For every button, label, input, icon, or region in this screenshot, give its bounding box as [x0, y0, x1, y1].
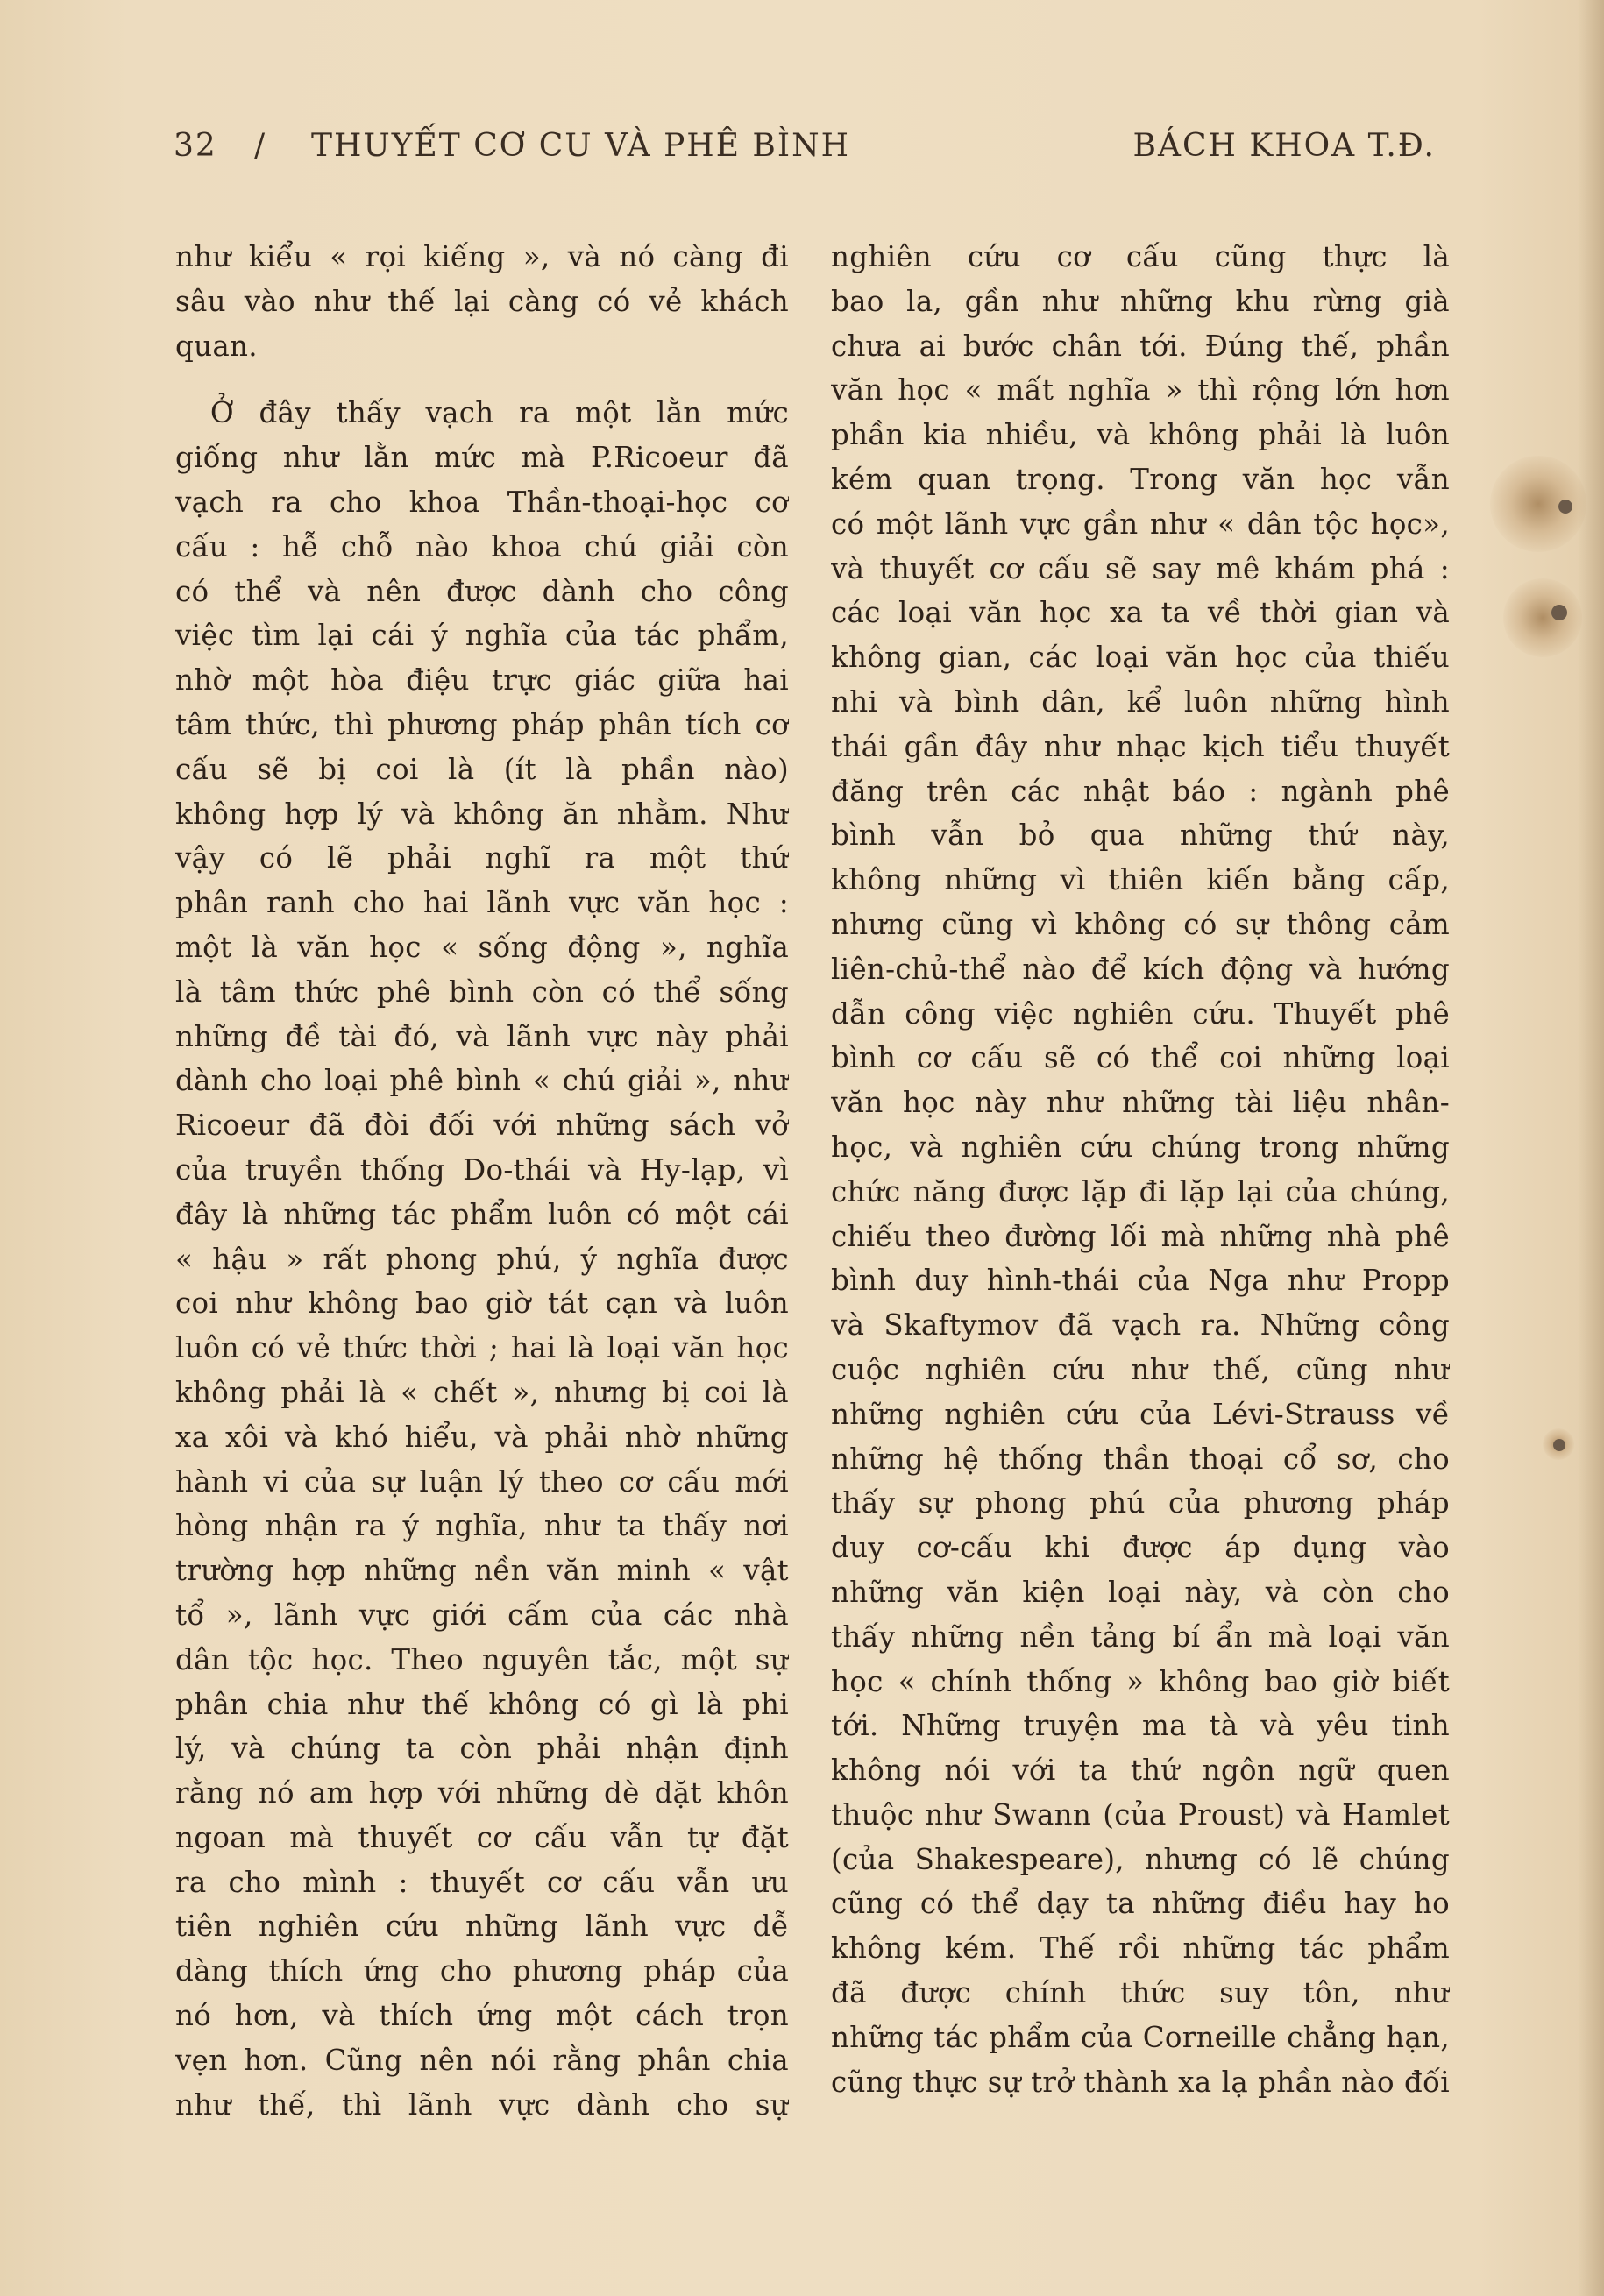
text-line-content: tiên nghiên cứu những lãnh vực dễ	[175, 1910, 789, 1944]
text-line-content: một là văn học « sống động », nghĩa	[175, 930, 789, 964]
text-line	[831, 368, 1450, 413]
publication-name: BÁCH KHOA T.Đ.	[1132, 128, 1436, 164]
text-line	[831, 1838, 1450, 1882]
text-line	[175, 436, 789, 480]
text-line	[831, 1793, 1450, 1838]
text-line	[175, 703, 789, 748]
text-line	[831, 1926, 1450, 1971]
text-line	[175, 881, 789, 925]
text-line	[175, 658, 789, 703]
text-line-content: việc tìm lại cái ý nghĩa của tác phẩm,	[175, 619, 789, 653]
text-line	[175, 1949, 789, 1994]
text-line	[175, 1371, 789, 1415]
text-line	[831, 1303, 1450, 1348]
text-line-content: vậy có lẽ phải nghĩ ra một thứ	[175, 841, 789, 875]
text-line-content: của truyền thống Do-thái và Hy-lạp, vì	[175, 1152, 789, 1187]
text-line-content: coi như không bao giờ tát cạn và luôn	[175, 1286, 789, 1321]
text-line	[175, 1326, 789, 1371]
text-line	[175, 836, 789, 881]
page-edge-shadow	[1578, 0, 1604, 2296]
text-line	[831, 2016, 1450, 2060]
text-line-content: học « chính thống » không bao giờ biết	[831, 1664, 1450, 1698]
text-line	[831, 280, 1450, 324]
text-line-content: đây là những tác phẩm luôn có một cái	[175, 1197, 789, 1231]
text-line	[831, 1437, 1450, 1482]
text-line-content: những đề tài đó, và lãnh vực này phải	[175, 1019, 789, 1053]
text-line	[175, 1415, 789, 1460]
text-line	[831, 1392, 1450, 1437]
text-line	[831, 1615, 1450, 1660]
text-line-content: và Skaftymov đã vạch ra. Những công	[831, 1308, 1450, 1343]
text-line-content: duy cơ-cấu khi được áp dụng vào	[831, 1531, 1450, 1565]
text-line	[175, 235, 789, 280]
text-line	[831, 1704, 1450, 1748]
text-line	[175, 480, 789, 525]
paragraph-gap	[175, 368, 789, 391]
text-line-content: cấu : hễ chỗ nào khoa chú giải còn	[175, 529, 789, 563]
text-line-content: liên-chủ-thể nào để kích động và hướng	[831, 952, 1450, 986]
text-line-content: những tác phẩm của Corneille chẳng hạn,	[831, 2020, 1450, 2054]
text-line-content: Ricoeur đã đòi đối với những sách vở	[175, 1109, 789, 1143]
text-line	[831, 769, 1450, 814]
text-line	[175, 1237, 789, 1282]
text-line	[831, 235, 1450, 280]
text-line-content: như kiểu « rọi kiếng », và nó càng đi	[175, 240, 789, 273]
text-line	[175, 613, 789, 658]
text-line-content: bao la, gần như những khu rừng già	[831, 284, 1450, 318]
text-line-content: không gian, các loại văn học của thiếu	[831, 641, 1450, 675]
text-line-content: dẫn công việc nghiên cứu. Thuyết phê	[831, 996, 1450, 1031]
text-line	[831, 725, 1450, 769]
text-line	[175, 280, 789, 324]
text-line	[831, 1748, 1450, 1793]
text-line-content: nhờ một hòa điệu trực giác giữa hai	[175, 663, 789, 698]
text-line	[831, 1526, 1450, 1570]
text-line	[831, 813, 1450, 858]
text-line	[175, 1103, 789, 1148]
text-line-content: không nói với ta thứ ngôn ngữ quen	[831, 1754, 1450, 1788]
text-line-content: có thể và nên được dành cho công	[175, 574, 789, 608]
text-line	[831, 1660, 1450, 1704]
text-line	[175, 1193, 789, 1237]
text-line-content: bình vẫn bỏ qua những thứ này,	[831, 818, 1450, 853]
text-line-content: kém quan trọng. Trong văn học vẫn	[831, 462, 1450, 496]
text-line	[175, 925, 789, 970]
text-line	[175, 1771, 789, 1816]
text-line	[175, 1593, 789, 1638]
text-line	[831, 1258, 1450, 1303]
text-line-content: những văn kiện loại này, và còn cho	[831, 1575, 1450, 1609]
text-line	[831, 1481, 1450, 1526]
text-line-content: học, và nghiên cứu chúng trong những	[831, 1130, 1450, 1164]
text-line-content: dân tộc học. Theo nguyên tắc, một sự	[175, 1642, 789, 1676]
text-line-content: không những vì thiên kiến bằng cấp,	[831, 863, 1450, 897]
text-line	[175, 2038, 789, 2083]
text-line	[175, 970, 789, 1015]
text-line	[831, 947, 1450, 992]
text-line-content: vạch ra cho khoa Thần-thoại-học cơ	[175, 485, 789, 519]
text-line	[175, 1683, 789, 1727]
text-line	[175, 391, 789, 436]
text-line-content: hành vi của sự luận lý theo cơ cấu mới	[175, 1464, 789, 1499]
text-line	[175, 1059, 789, 1103]
text-line-content: rằng nó am hợp với những dè dặt khôn	[175, 1776, 789, 1811]
text-line	[831, 1215, 1450, 1259]
text-line	[175, 1548, 789, 1593]
text-line	[831, 502, 1450, 547]
text-line-content: các loại văn học xa ta về thời gian và	[831, 596, 1450, 630]
text-line-content: lý, và chúng ta còn phải nhận định	[175, 1732, 789, 1766]
text-line-content: không kém. Thế rồi những tác phẩm	[831, 1931, 1450, 1966]
text-line	[175, 525, 789, 570]
text-line	[175, 1504, 789, 1548]
text-line-content: như thế, thì lãnh vực dành cho sự	[175, 2087, 789, 2122]
right-text-column	[831, 235, 1450, 2104]
text-line	[831, 858, 1450, 903]
text-line-content: « hậu » rất phong phú, ý nghĩa được	[175, 1242, 789, 1276]
text-line-content: văn học này như những tài liệu nhân-	[831, 1086, 1450, 1120]
text-line	[175, 1148, 789, 1193]
text-line	[175, 1015, 789, 1059]
text-line-content: nhi và bình dân, kể luôn những hình	[831, 684, 1450, 719]
text-line	[175, 1860, 789, 1905]
text-line	[831, 457, 1450, 502]
text-line	[175, 748, 789, 792]
text-line-content: và thuyết cơ cấu sẽ say mê khám phá :	[831, 551, 1450, 585]
text-line-content: phân ranh cho hai lãnh vực văn học :	[175, 886, 789, 920]
text-line-content: (của Shakespeare), nhưng có lẽ chúng	[831, 1842, 1450, 1876]
text-line-content: thấy những nền tảng bí ẩn mà loại văn	[831, 1619, 1450, 1654]
text-line	[831, 992, 1450, 1037]
text-line-content: nhưng cũng vì không có sự thông cảm	[831, 907, 1450, 941]
text-line	[831, 591, 1450, 635]
text-line	[831, 1971, 1450, 2016]
text-line-content: những nghiên cứu của Lévi-Strauss về	[831, 1397, 1450, 1431]
header-separator: /	[254, 128, 267, 164]
text-line	[175, 1994, 789, 2038]
binding-hole	[1551, 605, 1567, 620]
binding-hole	[1553, 1439, 1565, 1451]
text-line	[831, 903, 1450, 947]
text-line-content: ngoan mà thuyết cơ cấu vẫn tự đặt	[175, 1820, 789, 1854]
text-line	[831, 1081, 1450, 1125]
text-line-content: cũng có thể dạy ta những điều hay ho	[831, 1887, 1450, 1921]
text-line-content: những hệ thống thần thoại cổ sơ, cho	[831, 1442, 1450, 1476]
text-line-content: tổ », lãnh vực giới cấm của các nhà	[175, 1598, 789, 1632]
text-line-content: thái gần đây như nhạc kịch tiểu thuyết	[831, 729, 1450, 763]
text-line-content: ra cho mình : thuyết cơ cấu vẫn ưu	[175, 1865, 789, 1899]
text-line	[175, 570, 789, 614]
text-line	[831, 413, 1450, 457]
text-line-content: đăng trên các nhật báo : ngành phê	[831, 774, 1450, 808]
text-line-content: giống như lằn mức mà P.Ricoeur đã	[175, 441, 789, 475]
text-line-content: cuộc nghiên cứu như thế, cũng như	[831, 1352, 1450, 1386]
text-line-content: có một lãnh vực gần như « dân tộc học»,	[831, 507, 1450, 541]
text-line-content: cấu sẽ bị coi là (ít là phần nào)	[175, 752, 789, 786]
text-line-content: quan.	[175, 329, 258, 363]
text-line	[831, 1570, 1450, 1615]
text-line	[175, 792, 789, 837]
text-line-content: chức năng được lặp đi lặp lại của chúng,	[831, 1174, 1450, 1208]
text-line-content: vẹn hơn. Cũng nên nói rằng phân chia	[175, 2043, 789, 2077]
text-line	[175, 1460, 789, 1505]
text-line-content: chiếu theo đường lối mà những nhà phê	[831, 1219, 1450, 1253]
text-line	[831, 547, 1450, 592]
text-line	[831, 1348, 1450, 1392]
text-line	[831, 2060, 1450, 2105]
running-title: THUYẾT CƠ CU VÀ PHÊ BÌNH	[311, 128, 850, 164]
text-line-content: hòng nhận ra ý nghĩa, như ta thấy nơi	[175, 1509, 789, 1543]
text-line	[175, 324, 789, 369]
text-line-content: thuộc như Swann (của Proust) và Hamlet	[831, 1797, 1450, 1832]
text-line	[175, 1726, 789, 1771]
binding-hole	[1558, 500, 1572, 514]
text-line-content: chưa ai bước chân tới. Đúng thế, phần	[831, 329, 1450, 363]
text-line-content: dành cho loại phê bình « chú giải », như	[175, 1064, 789, 1098]
text-line-content: đã được chính thức suy tôn, như	[831, 1976, 1450, 2010]
text-line	[831, 1036, 1450, 1081]
text-line-content: không phải là « chết », nhưng bị coi là	[175, 1375, 789, 1409]
page-number: 32	[174, 128, 217, 164]
text-line-content: là tâm thức phê bình còn có thể sống	[175, 974, 789, 1009]
text-line-content: không hợp lý và không ăn nhằm. Như	[175, 797, 789, 831]
text-line	[175, 1904, 789, 1949]
text-line-content: nghiên cứu cơ cấu cũng thực là	[831, 240, 1450, 273]
text-line	[831, 1881, 1450, 1926]
text-line-content: Ở đây thấy vạch ra một lằn mức	[210, 396, 789, 430]
text-line-content: bình cơ cấu sẽ có thể coi những loại	[831, 1041, 1450, 1075]
text-line	[175, 1638, 789, 1683]
text-line-content: bình duy hình-thái của Nga như Propp	[831, 1264, 1450, 1298]
text-line-content: sâu vào như thế lại càng có vẻ khách	[175, 284, 789, 318]
text-line	[175, 2083, 789, 2128]
left-text-column	[175, 235, 789, 2127]
text-line-content: luôn có vẻ thức thời ; hai là loại văn học	[175, 1331, 789, 1365]
text-line	[831, 635, 1450, 680]
text-line-content: phần kia nhiều, và không phải là luôn	[831, 418, 1450, 452]
text-line-content: phân chia như thế không có gì là phi	[175, 1687, 789, 1721]
text-line-content: trường hợp những nền văn minh « vật	[175, 1554, 789, 1588]
text-line-content: văn học « mất nghĩa » thì rộng lớn hơn	[831, 373, 1450, 407]
text-line	[175, 1816, 789, 1860]
water-stain	[1503, 578, 1582, 657]
text-line	[831, 1125, 1450, 1170]
text-line	[831, 324, 1450, 369]
text-line-content: dàng thích ứng cho phương pháp của	[175, 1954, 789, 1988]
text-line	[831, 680, 1450, 725]
text-line	[175, 1281, 789, 1326]
text-line-content: cũng thực sự trở thành xa lạ phần nào đối	[831, 2065, 1450, 2099]
text-line-content: tới. Những truyện ma tà và yêu tinh	[831, 1709, 1450, 1743]
text-line-content: xa xôi và khó hiểu, và phải nhờ những	[175, 1420, 789, 1454]
text-line	[831, 1170, 1450, 1215]
text-line-content: thấy sự phong phú của phương pháp	[831, 1486, 1450, 1520]
text-line-content: tâm thức, thì phương pháp phân tích cơ	[175, 707, 789, 741]
text-line-content: nó hơn, và thích ứng một cách trọn	[175, 1999, 789, 2033]
running-header	[174, 128, 1436, 172]
